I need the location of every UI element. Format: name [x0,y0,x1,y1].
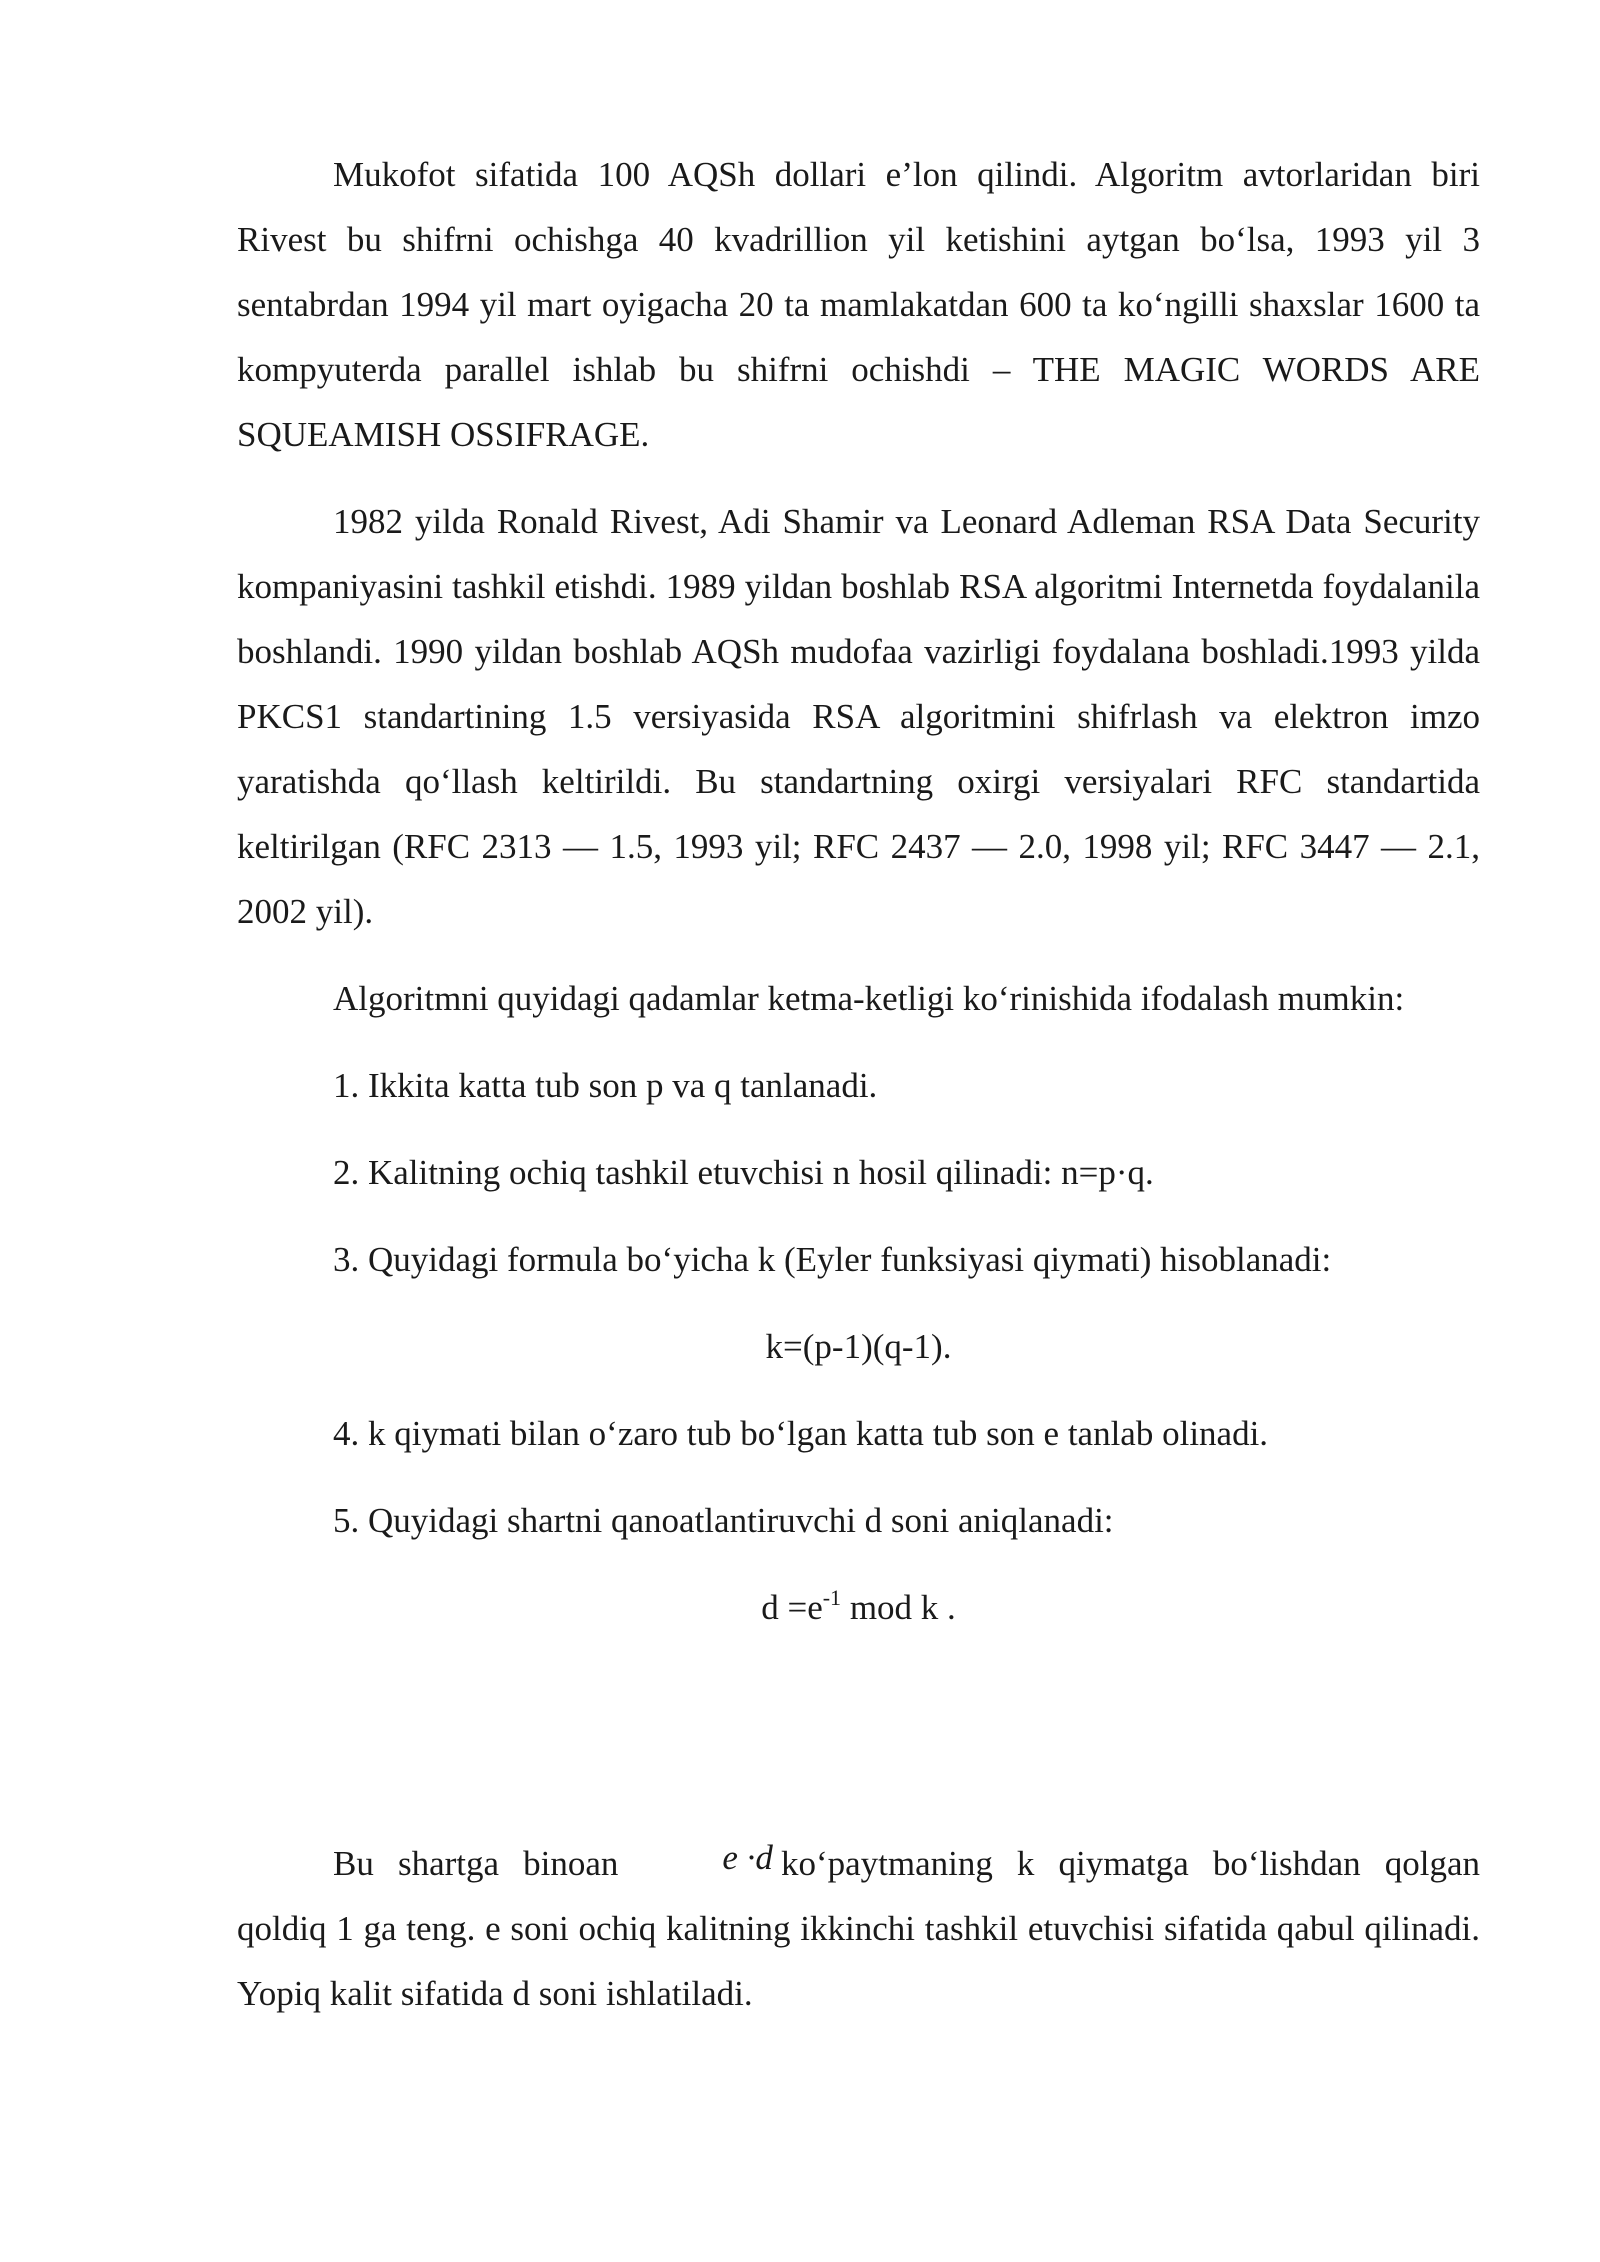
step-3: 3. Quyidagi formula bo‘yicha k (Eyler funksiyasi qiymati) hisoblanadi: [333,1240,1332,1279]
paragraph-algorithm-intro: Algoritmni quyidagi qadamlar ketma-ketligi ko‘rinishida ifodalash mumkin: [333,979,1405,1018]
paragraph-history: 1982 yilda Ronald Rivest, Adi Shamir va Leonard Adleman RSA Data Security kompaniyasini tashkil etishdi. 1989 yildan boshlab RSA algoritmi Internetda foydalanila boshlandi. 1990 yildan boshlab AQSh mudofaa vazirligi foydalana boshladi.1993 yilda PKCS1 standartining 1.5 versiyasida RSA algoritmini shifrlash va elektron imzo yaratishda qo‘llash keltirildi. Bu standartning oxirgi versiyalari RFC standartida keltirilgan (RFC 2313 — 1.5, 1993 yil; RFC 2437 — 2.0, 1998 yil; RFC 3447 — 2.1, 2002 yil). [237,502,1480,931]
step-5: 5. Quyidagi shartni qanoatlantiruvchi d soni aniqlanadi: [333,1501,1114,1540]
formula-d-exponent: -1 [822,1585,842,1610]
step-1: 1. Ikkita katta tub son p va q tanlanadi. [333,1066,878,1105]
conclusion-text-after: ko‘paytmaning k qiymatga bo‘lishdan qolgan qoldiq 1 ga teng. e soni ochiq kalitning ikkinchi tashkil etuvchisi sifatida qabul qilinadi. Yopiq kalit sifatida d soni ishlatiladi. [237,1844,1480,2013]
paragraph-reward: Mukofot sifatida 100 AQSh dollari e’lon qilindi. Algoritm avtorlaridan biri Rivest bu shifrni ochishga 40 kvadrillion yil ketishini aytgan bo‘lsa, 1993 yil 3 sentabrdan 1994 yil mart oyigacha 20 ta mamlakatdan 600 ta ko‘ngilli shaxslar 1600 ta kompyuterda parallel ishlab bu shifrni ochishdi – THE MAGIC WORDS ARE SQUEAMISH OSSIFRAGE. [237,155,1480,454]
formula-d-base: d =e [761,1588,823,1627]
step-2: 2. Kalitning ochiq tashkil etuvchisi n hosil qilinadi: n=p·q. [333,1153,1154,1192]
inline-formula-e-d: e ·d [722,1838,773,1877]
paragraph-conclusion [237,1825,1480,2026]
conclusion-text-before: Bu shartga binoan [333,1844,619,1883]
formula-k: k=(p-1)(q-1). [765,1327,952,1366]
document-body [237,142,1480,2048]
formula-d-rest: mod k . [841,1588,956,1627]
step-4: 4. k qiymati bilan o‘zaro tub bo‘lgan katta tub son e tanlab olinadi. [333,1414,1269,1453]
formula-d [237,1575,1480,1640]
